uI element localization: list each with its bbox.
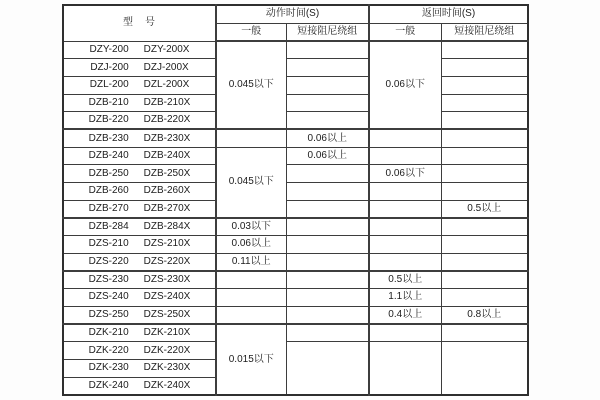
action-general-cell: 0.06以上 bbox=[216, 236, 286, 254]
action-damping-cell bbox=[286, 200, 369, 218]
model-name: DZL-200 bbox=[89, 79, 129, 91]
model-name-x: DZK-210X bbox=[143, 327, 191, 339]
model-cell bbox=[63, 271, 216, 289]
return-general-cell: 0.06以下 bbox=[369, 165, 441, 183]
return-damping-cell bbox=[441, 218, 528, 236]
model-name: DZB-260 bbox=[88, 185, 129, 197]
return-general-cell bbox=[369, 218, 441, 236]
return-damping-cell bbox=[441, 271, 528, 289]
action-damping-cell: 0.06以上 bbox=[286, 147, 369, 165]
model-cell bbox=[63, 289, 216, 307]
return-damping-cell bbox=[441, 41, 528, 59]
return-general-cell bbox=[369, 342, 441, 395]
model-cell bbox=[63, 200, 216, 218]
model-name-x: DZY-200X bbox=[143, 43, 190, 55]
model-cell bbox=[63, 76, 216, 94]
model-name: DZS-220 bbox=[88, 255, 129, 267]
return-general-cell: 1.1以上 bbox=[369, 289, 441, 307]
action-general-cell bbox=[216, 289, 286, 307]
action-damping-cell bbox=[286, 236, 369, 254]
model-name-x: DZS-240X bbox=[143, 291, 191, 303]
return-general-cell: 0.4以上 bbox=[369, 306, 441, 324]
model-name-x: DZK-240X bbox=[143, 379, 191, 391]
return-general-cell bbox=[369, 183, 441, 201]
return-general-cell bbox=[369, 236, 441, 254]
model-cell bbox=[63, 183, 216, 201]
model-name: DZB-250 bbox=[88, 167, 129, 179]
model-name-x: DZB-260X bbox=[143, 185, 191, 197]
model-cell bbox=[63, 147, 216, 165]
model-name: DZS-210 bbox=[88, 238, 129, 250]
model-name-x: DZL-200X bbox=[143, 79, 190, 91]
return-damping-cell bbox=[441, 289, 528, 307]
model-cell bbox=[63, 94, 216, 112]
action-damping-cell bbox=[286, 165, 369, 183]
model-name: DZB-220 bbox=[88, 114, 129, 126]
action-damping-cell bbox=[286, 253, 369, 271]
return-damping-cell bbox=[441, 253, 528, 271]
action-damping-cell bbox=[286, 324, 369, 342]
action-damping-cell bbox=[286, 112, 369, 130]
model-name-x: DZK-230X bbox=[143, 362, 191, 374]
action-damping-cell bbox=[286, 59, 369, 77]
header-action-time: 动作时间(S) bbox=[216, 5, 369, 23]
action-damping-cell bbox=[286, 41, 369, 59]
action-general-cell: 0.015以下 bbox=[216, 324, 286, 395]
model-name: DZK-210 bbox=[88, 327, 129, 339]
return-damping-cell bbox=[441, 129, 528, 147]
action-general-cell: 0.045以下 bbox=[216, 147, 286, 218]
header-return-general: 一般 bbox=[369, 23, 441, 41]
relay-spec-table bbox=[62, 4, 529, 396]
model-cell bbox=[63, 59, 216, 77]
action-damping-cell bbox=[286, 218, 369, 236]
model-cell bbox=[63, 41, 216, 59]
model-name-x: DZB-284X bbox=[143, 220, 191, 232]
action-damping-cell bbox=[286, 342, 369, 395]
model-cell bbox=[63, 218, 216, 236]
return-damping-cell bbox=[441, 324, 528, 342]
action-damping-cell bbox=[286, 289, 369, 307]
return-general-cell bbox=[369, 324, 441, 342]
model-name-x: DZB-250X bbox=[143, 167, 191, 179]
header-return-damping: 短接阻尼绕组 bbox=[441, 23, 528, 41]
model-cell bbox=[63, 129, 216, 147]
return-damping-cell bbox=[441, 76, 528, 94]
header-action-damping: 短接阻尼绕组 bbox=[286, 23, 369, 41]
action-damping-cell bbox=[286, 76, 369, 94]
return-general-cell: 0.06以下 bbox=[369, 41, 441, 129]
header-return-time: 返回时间(S) bbox=[369, 5, 528, 23]
model-name: DZB-240 bbox=[88, 149, 129, 161]
model-name: DZK-220 bbox=[88, 344, 129, 356]
model-name-x: DZB-210X bbox=[143, 96, 191, 108]
action-damping-cell bbox=[286, 271, 369, 289]
model-name: DZB-270 bbox=[88, 202, 129, 214]
model-name: DZB-230 bbox=[88, 132, 129, 144]
header-action-general: 一般 bbox=[216, 23, 286, 41]
return-damping-cell: 0.5以上 bbox=[441, 200, 528, 218]
model-name-x: DZB-230X bbox=[143, 132, 191, 144]
model-cell bbox=[63, 165, 216, 183]
model-cell bbox=[63, 359, 216, 377]
model-name-x: DZK-220X bbox=[143, 344, 191, 356]
return-damping-cell bbox=[441, 112, 528, 130]
return-damping-cell bbox=[441, 94, 528, 112]
model-name-x: DZB-240X bbox=[143, 149, 191, 161]
model-name: DZB-284 bbox=[88, 220, 129, 232]
action-damping-cell: 0.06以上 bbox=[286, 129, 369, 147]
return-damping-cell bbox=[441, 165, 528, 183]
return-damping-cell bbox=[441, 236, 528, 254]
model-cell bbox=[63, 236, 216, 254]
return-general-cell bbox=[369, 253, 441, 271]
action-general-cell: 0.045以下 bbox=[216, 41, 286, 129]
model-cell bbox=[63, 112, 216, 130]
return-general-cell bbox=[369, 200, 441, 218]
return-general-cell: 0.5以上 bbox=[369, 271, 441, 289]
model-cell bbox=[63, 377, 216, 395]
return-damping-cell bbox=[441, 147, 528, 165]
action-damping-cell bbox=[286, 183, 369, 201]
model-name: DZS-230 bbox=[88, 274, 129, 286]
action-general-cell bbox=[216, 129, 286, 147]
model-name: DZK-230 bbox=[88, 362, 129, 374]
model-name: DZS-250 bbox=[88, 308, 129, 320]
model-name: DZJ-200 bbox=[90, 61, 129, 73]
model-name: DZB-210 bbox=[88, 96, 129, 108]
action-general-cell: 0.11以上 bbox=[216, 253, 286, 271]
model-name: DZY-200 bbox=[89, 43, 129, 55]
return-general-cell bbox=[369, 129, 441, 147]
action-general-cell bbox=[216, 271, 286, 289]
model-cell bbox=[63, 253, 216, 271]
model-name-x: DZB-220X bbox=[143, 114, 191, 126]
model-name-x: DZJ-200X bbox=[143, 61, 189, 73]
model-name-x: DZS-230X bbox=[143, 274, 191, 286]
action-general-cell: 0.03以下 bbox=[216, 218, 286, 236]
model-name-x: DZS-220X bbox=[143, 255, 191, 267]
return-damping-cell bbox=[441, 342, 528, 395]
model-name: DZK-240 bbox=[88, 379, 129, 391]
return-damping-cell bbox=[441, 183, 528, 201]
model-cell bbox=[63, 342, 216, 360]
return-damping-cell: 0.8以上 bbox=[441, 306, 528, 324]
model-name-x: DZS-210X bbox=[143, 238, 191, 250]
header-model: 型 号 bbox=[63, 5, 216, 41]
model-name: DZS-240 bbox=[88, 291, 129, 303]
return-damping-cell bbox=[441, 59, 528, 77]
action-general-cell bbox=[216, 306, 286, 324]
model-cell bbox=[63, 306, 216, 324]
action-damping-cell bbox=[286, 306, 369, 324]
return-general-cell bbox=[369, 147, 441, 165]
model-cell bbox=[63, 324, 216, 342]
action-damping-cell bbox=[286, 94, 369, 112]
model-name-x: DZS-250X bbox=[143, 308, 191, 320]
model-name-x: DZB-270X bbox=[143, 202, 191, 214]
